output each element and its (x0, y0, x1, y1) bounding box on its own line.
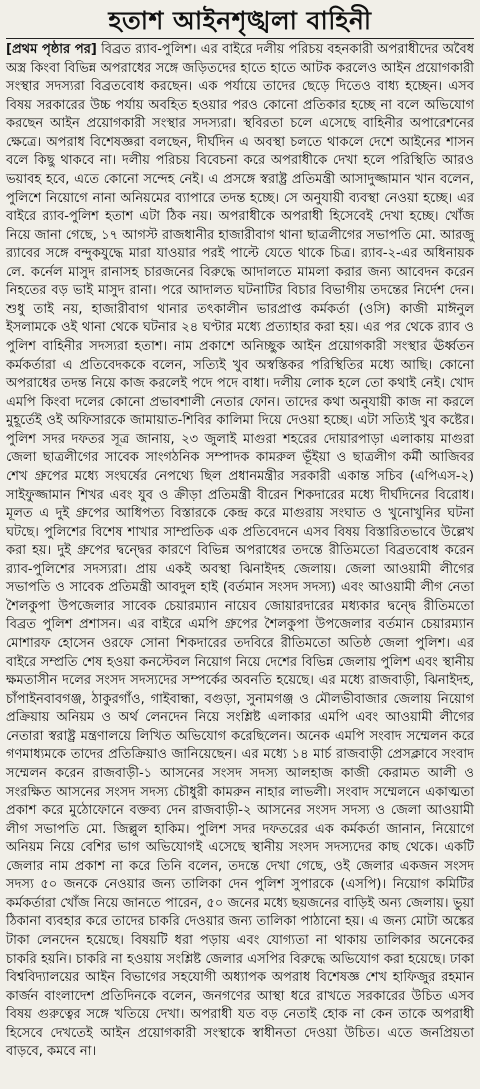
continuation-marker: [প্রথম পৃষ্ঠার পর] (6, 42, 97, 57)
article-text: বিব্রত র‍্যাব-পুলিশ। এর বাইরে দলীয় পরিচয় বহনকারী অপরাধীদের অবৈধ অস্ত্র কিংবা বিভিন্ন অপরাধের সঙ্গে জড়িতদের হাতে হাতে আটক করলেও আইন প্রয়োগকারী সংস্থার সদস্যরা বিব্রতবোধ করছেন। এক পর্যায়ে তাদের ছেড়ে দিতেও বাধ্য হচ্ছেন। এসব বিষয় সরকারের উচ্চ পর্যায় অবহিত হওয়ার পরও কোনো প্রতিকার হচ্ছে না বলে অভিযোগ করছেন আইন প্রয়োগকারী সংস্থার সদস্যরা। স্থবিরতা চলে এসেছে বাহিনীর অপারেশনের ক্ষেত্রে। অপরাধ বিশেষজ্ঞরা বলছেন, দীর্ঘদিন এ অবস্থা চলতে থাকলে দেশে আইনের শাসন বলে কিছু থাকবে না। দলীয় পরিচয় বিবেচনা করে অপরাধীকে দেখা হলে পরিস্থিতি আরও ভয়াবহ হবে, এতে কোনো সন্দেহ নেই। এ প্রসঙ্গে স্বরাষ্ট্র প্রতিমন্ত্রী আসাদুজ্জামান খান বলেন, পুলিশে নিয়োগে নানা অনিয়মের ব্যাপারে তদন্ত হচ্ছে। সে অনুযায়ী ব্যবস্থা নেওয়া হচ্ছে। এর বাইরে র‍্যাব-পুলিশ হতাশ এটা ঠিক নয়। অপরাধীকে অপরাধী হিসেবেই দেখা হচ্ছে। খোঁজ নিয়ে জানা গেছে, ১৭ আগস্ট রাজধানীর হাজারীবাগ থানা ছাত্রলীগের সভাপতি মো. আরজু র‍্যাবের সঙ্গে বন্দুকযুদ্ধে মারা যাওয়ার পরই পাল্টে যেতে থাকে চিত্র। র‍্যাব-২-এর অধিনায়ক লে. কর্নেল মাসুদ রানাসহ চারজনের বিরুদ্ধে আদালতে মামলা করার জন্য আবেদন করেন নিহতের বড় ভাই মাসুদ রানা। পরে আদালত ঘটনাটির বিচার বিভাগীয় তদন্তের নির্দেশ দেন। শুধু তাই নয়, হাজারীবাগ থানার তৎকালীন ভারপ্রাপ্ত কর্মকর্তা (ওসি) কাজী মাঈনুল ইসলামকে ওই থানা থেকে ঘটনার ২৪ ঘণ্টার মধ্যে প্রত্যাহার করা হয়। এর পর থেকে র‍্যাব ও পুলিশ বাহিনীর সদস্যরা হতাশ। নাম প্রকাশে অনিচ্ছুক আইন প্রয়োগকারী সংস্থার ঊর্ধ্বতন কর্মকর্তারা এ প্রতিবেদককে বলেন, সত্যিই খুব অস্বস্তিকর পরিস্থিতির মধ্যে আছি। কোনো অপরাধের তদন্ত নিয়ে কাজ করলেই পদে পদে বাধা। দলীয় লোক হলে তো কথাই নেই। খোদ এমপি কিংবা দলের কোনো প্রভাবশালী নেতার ফোন। তাদের কথা অনুযায়ী কাজ না করলে মুহূর্তেই ওই অফিসারকে জামায়াত-শিবির কালিমা দিয়ে দেওয়া হচ্ছে। এটা সত্যিই খুব কষ্টের। পুলিশ সদর দফতর সূত্র জানায়, ২৩ জুলাই মাগুরা শহরের দোয়ারপাড়া এলাকায় মাগুরা জেলা ছাত্রলীগের সাবেক সাংগঠনিক সম্পাদক কামরুল ভূঁইয়া ও ছাত্রলীগ কর্মী আজিবর শেখ গ্রুপের মধ্যে সংঘর্ষের নেপথ্যে ছিল প্রধানমন্ত্রীর সরকারী একান্ত সচিব (এপিএস-২) সাইফুজ্জামান শিখর এবং যুব ও ক্রীড়া প্রতিমন্ত্রী বীরেন শিকদারের মধ্যে দীর্ঘদিনের বিরোধ। মূলত এ দুই গ্রুপের আধিপত্য বিস্তারকে কেন্দ্র করে মাগুরায় সংঘাত ও খুনোখুনির ঘটনা ঘটছে। পুলিশের বিশেষ শাখার সাম্প্রতিক এক প্রতিবেদনে এসব বিষয় বিস্তারিতভাবে উল্লেখ করা হয়। দুই গ্রুপের দ্বন্দ্বের কারণে বিভিন্ন অপরাধের তদন্তে রীতিমতো বিব্রতবোধ করেন র‍্যাব-পুলিশের সদস্যরা। প্রায় একই অবস্থা ঝিনাইদহ জেলায়। জেলা আওয়ামী লীগের সভাপতি ও সাবেক প্রতিমন্ত্রী আবদুল হাই (বর্তমান সংসদ সদস্য) এবং আওয়ামী লীগ নেতা শৈলকুপা উপজেলার সাবেক চেয়ারম্যান নায়েব জোয়ারদারের মধ্যকার দ্বন্দ্বে রীতিমতো বিব্রত পুলিশ প্রশাসন। এর বাইরে এমপি গ্রুপের শৈলকুপা উপজেলার বর্তমান চেয়ারম্যান মোশারফ হোসেন ওরফে সোনা শিকদারের তদবিরে রীতিমতো অতিষ্ঠ জেলা পুলিশ। এর বাইরে সম্প্রতি শেষ হওয়া কনস্টেবল নিয়োগ নিয়ে দেশের বিভিন্ন জেলায় পুলিশ এবং স্থানীয় ক্ষমতাসীন দলের সংসদ সদস্যদের সম্পর্কের অবনতি হয়েছে। এর মধ্যে রাজবাড়ী, ঝিনাইদহ, চাঁপাইনবাবগঞ্জ, ঠাকুরগাঁও, গাইবান্ধা, বগুড়া, সুনামগঞ্জ ও মৌলভীবাজার জেলায় নিয়োগ প্রক্রিয়ায় অনিয়ম ও অর্থ লেনদেন নিয়ে সংশ্লিষ্ট এলাকার এমপি এবং আওয়ামী লীগের নেতারা স্বরাষ্ট্র মন্ত্রণালয়ে লিখিত অভিযোগ করেছিলেন। অনেক এমপি সংবাদ সম্মেলন করে গণমাধ্যমকে তাদের প্রতিক্রিয়াও জানিয়েছেন। এর মধ্যে ১৪ মার্চ রাজবাড়ী প্রেসক্লাবে সংবাদ সম্মেলন করেন রাজবাড়ী-১ আসনের সংসদ সদস্য আলহাজ কাজী কেরামত আলী ও সংরক্ষিত আসনের সংসদ সদস্য চৌধুরী কামরুন নাহার লাভলী। সংবাদ সম্মেলনে একাত্মতা প্রকাশ করে মুঠোফোনে বক্তব্য দেন রাজবাড়ী-২ আসনের সংসদ সদস্য ও জেলা আওয়ামী লীগ সভাপতি মো. জিল্লুল হাকিম। পুলিশ সদর দফতরের এক কর্মকর্তা জানান, নিয়োগে অনিয়ম নিয়ে বেশির ভাগ অভিযোগই এসেছে স্থানীয় সংসদ সদস্যদের কাছ থেকে। একটি জেলার নাম প্রকাশ না করে তিনি বলেন, তদন্তে দেখা গেছে, ওই জেলার একজন সংসদ সদস্য ৫০ জনকে নেওয়ার জন্য তালিকা দেন পুলিশ সুপারকে (এসপি)। নিয়োগ কমিটির কর্মকর্তারা খোঁজ নিয়ে জানতে পারেন, ৫০ জনের মধ্যে ছয়জনের বাড়িই অন্য জেলায়। ভুয়া ঠিকানা ব্যবহার করে তাদের চাকরি দেওয়ার জন্য তালিকা পাঠানো হয়। এ জন্য মোটা অঙ্কের টাকা লেনদেন হয়েছে। বিষয়টি ধরা পড়ায় এবং যোগ্যতা না থাকায় তালিকার অনেকের চাকরি হয়নি। চাকরি না হওয়ায় সংশ্লিষ্ট জেলার এসপির বিরুদ্ধে অভিযোগ করা হয়েছে। ঢাকা বিশ্ববিদ্যালয়ের আইন বিভাগের সহযোগী অধ্যাপক অপরাধ বিশেষজ্ঞ শেখ হাফিজুর রহমান কার্জন বাংলাদেশ প্রতিদিনকে বলেন, জনগণের আস্থা ধরে রাখতে সরকারের উচিত এসব বিষয় গুরুত্বের সঙ্গে খতিয়ে দেখা। অপরাধী যত বড় নেতাই হোক না কেন তাকে অপরাধী হিসেবে দেখতেই আইন প্রয়োগকারী সংস্থাকে স্বাধীনতা দেওয়া উচিত। এতে জনপ্রিয়তা বাড়বে, কমবে না। (6, 42, 474, 1060)
article-body (6, 41, 474, 1062)
headline: হতাশ আইনশৃঙ্খলা বাহিনী (108, 6, 372, 35)
article-paragraph (6, 41, 474, 1062)
headline-rule (6, 38, 474, 39)
